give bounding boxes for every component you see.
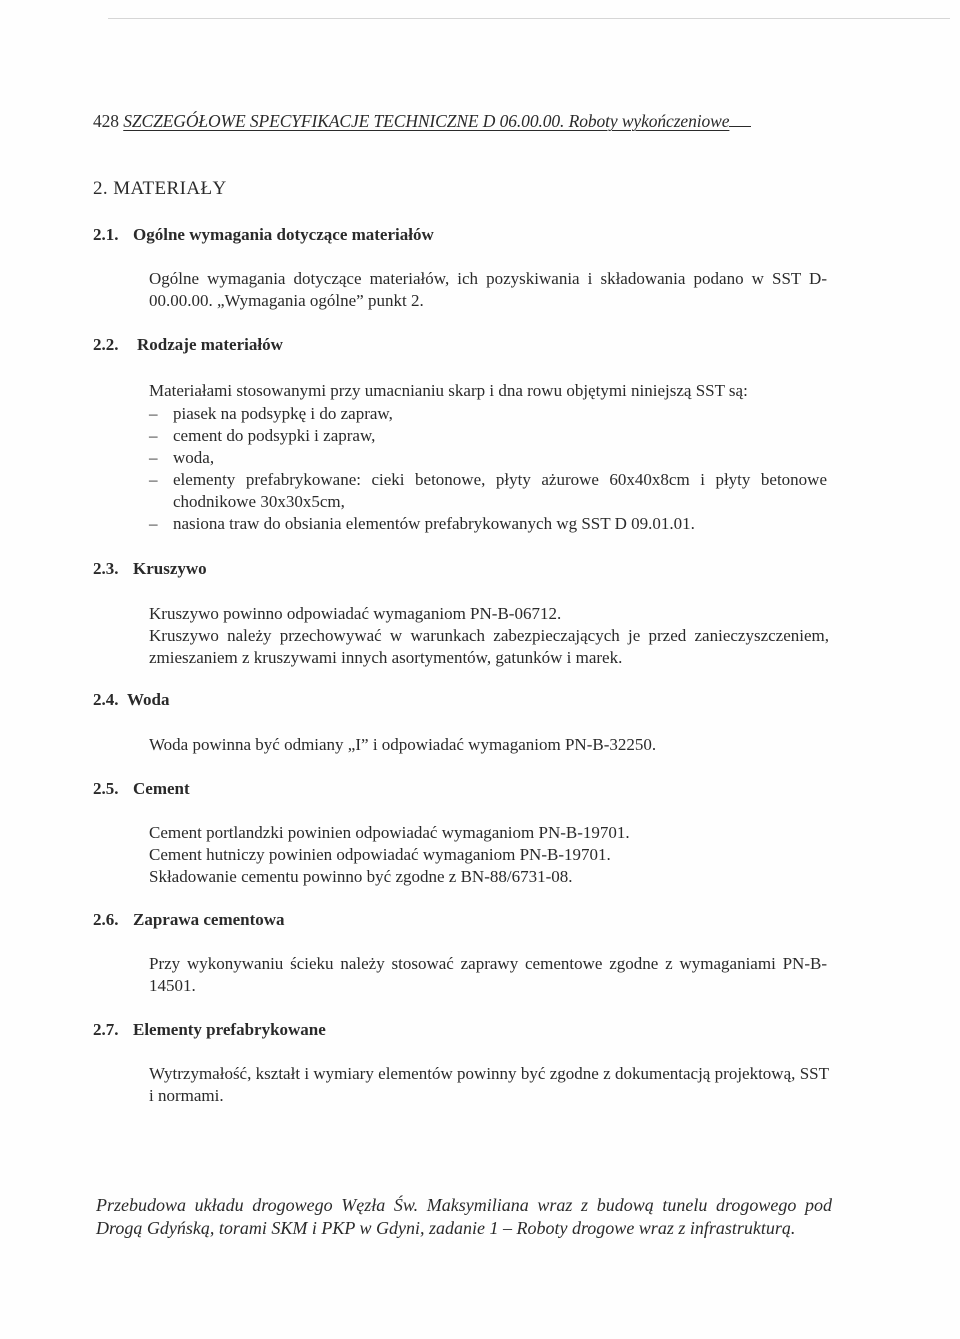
list-item: [149, 513, 827, 535]
section-title: Kruszywo: [133, 559, 207, 578]
paragraph-line: Cement hutniczy powinien odpowiadać wymaganiom PN-B-19701.: [149, 845, 611, 864]
paragraph-line: Składowanie cementu powinno być zgodne z BN-88/6731-08.: [149, 867, 573, 886]
section-number: 2.4.: [93, 690, 119, 709]
page-number: 428: [93, 111, 119, 131]
section-number: 2.6.: [93, 910, 119, 929]
section-2-2-intro: Materiałami stosowanymi przy umacnianiu skarp i dna rowu objętymi niniejszą SST są:: [149, 381, 748, 400]
header-underline-tail: [729, 114, 751, 127]
section-title: Rodzaje materiałów: [137, 335, 283, 354]
paragraph-line: Kruszywo powinno odpowiadać wymaganiom PN-B-06712.: [149, 604, 562, 623]
list-item-text: nasiona traw do obsiania elementów prefabrykowanych wg SST D 09.01.01.: [173, 514, 695, 533]
list-item-text: piasek na podsypkę i do zapraw,: [173, 404, 393, 423]
section-title: Elementy prefabrykowane: [133, 1020, 326, 1039]
section-heading-2-1: [93, 225, 434, 245]
section-2-7-text: Wytrzymałość, kształt i wymiary elementów powinny być zgodne z dokumentacją projektową, SST i normami.: [149, 1064, 829, 1105]
dash-bullet: –: [149, 470, 158, 489]
list-item-text: cement do podsypki i zapraw,: [173, 426, 376, 445]
section-2-3-text: [149, 603, 829, 669]
section-number: 2.1.: [93, 225, 119, 244]
dash-bullet: –: [149, 404, 158, 423]
running-header: [93, 111, 751, 132]
section-number: 2.2.: [93, 335, 119, 354]
dash-bullet: –: [149, 426, 158, 445]
section-number: 2.7.: [93, 1020, 119, 1039]
section-number: 2.5.: [93, 779, 119, 798]
section-title: Cement: [133, 779, 190, 798]
list-item: [149, 469, 827, 513]
section-heading-2-4: [93, 690, 170, 710]
section-2-4-text: Woda powinna być odmiany „I” i odpowiadać wymaganiom PN-B-32250.: [149, 735, 657, 754]
list-item: [149, 425, 827, 447]
section-2-6-text: Przy wykonywaniu ścieku należy stosować zaprawy cementowe zgodne z wymaganiami PN-B-14501.: [149, 954, 827, 995]
section-2-1-text: Ogólne wymagania dotyczące materiałów, ich pozyskiwania i składowania podano w SST D-00.00.00. „Wymagania ogólne” punkt 2.: [149, 269, 827, 310]
materials-list: [149, 403, 827, 535]
dash-bullet: –: [149, 514, 158, 533]
paragraph-text: Kruszywo należy przechowywać w warunkach zabezpieczających je przed zanieczyszczeniem, zmieszaniem z kruszywami innych asortymentów, gatunków i marek.: [149, 626, 829, 667]
dash-bullet: –: [149, 448, 158, 467]
list-item-text: woda,: [173, 448, 215, 467]
section-number: 2.3.: [93, 559, 119, 578]
section-2-5-text: [149, 822, 630, 888]
page-footer: Przebudowa układu drogowego Węzła Św. Maksymiliana wraz z budową tunelu drogowego pod Drogą Gdyńską, torami SKM i PKP w Gdyni, zadanie 1 – Roboty drogowe wraz z infrastrukturą.: [96, 1195, 832, 1238]
list-item: [149, 403, 827, 425]
list-item: [149, 447, 827, 469]
section-title: Woda: [127, 690, 170, 709]
section-title: Ogólne wymagania dotyczące materiałów: [133, 225, 434, 244]
section-title: Zaprawa cementowa: [133, 910, 285, 929]
section-heading-2-2: [93, 335, 283, 355]
section-heading-2-6: [93, 910, 285, 930]
list-item-text: elementy prefabrykowane: cieki betonowe, płyty ażurowe 60x40x8cm i płyty betonowe chodnikowe 30x30x5cm,: [173, 470, 827, 511]
section-heading-2-3: [93, 559, 207, 579]
section-heading-2-7: [93, 1020, 326, 1040]
header-title: SZCZEGÓŁOWE SPECYFIKACJE TECHNICZNE D 06.00.00. Roboty wykończeniowe: [123, 111, 730, 131]
chapter-heading: 2. MATERIAŁY: [93, 178, 227, 199]
top-scan-rule: [108, 18, 950, 19]
section-heading-2-5: [93, 779, 190, 799]
paragraph-line: Cement portlandzki powinien odpowiadać wymaganiom PN-B-19701.: [149, 823, 630, 842]
